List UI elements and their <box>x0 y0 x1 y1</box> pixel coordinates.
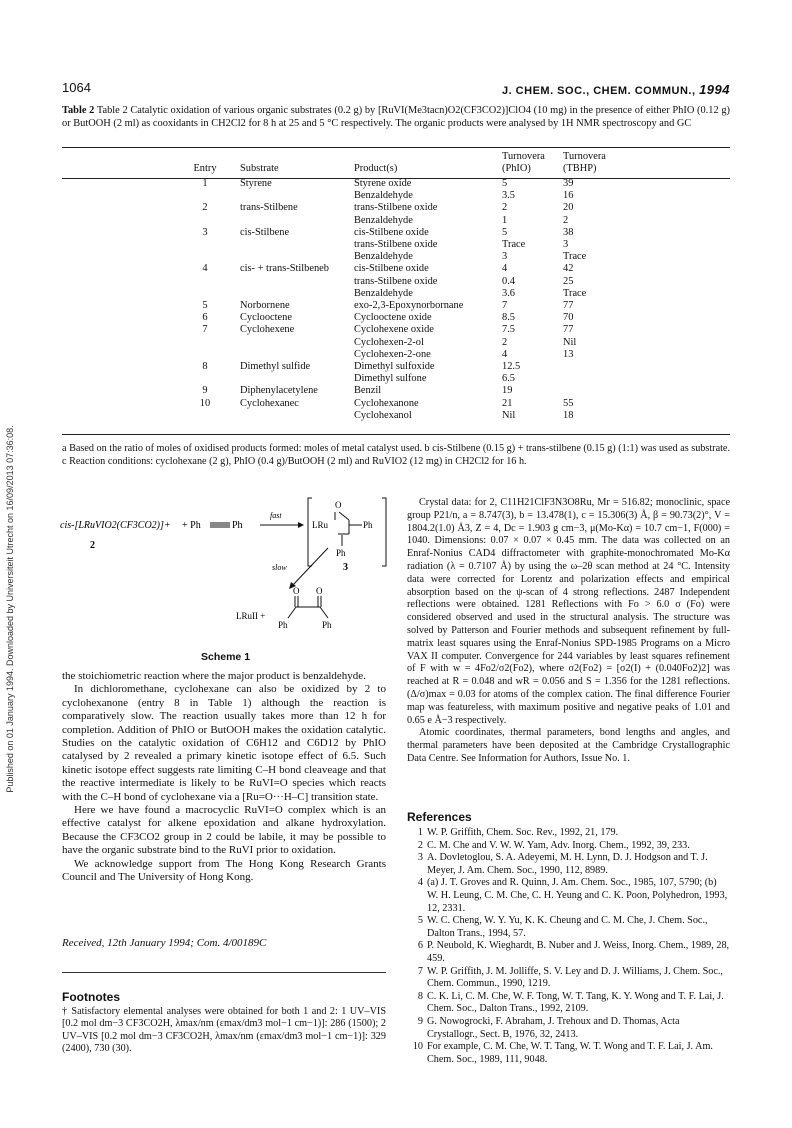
cell-turnover-phio: 21 <box>502 397 513 409</box>
cell-product: Cyclohexene oxide <box>354 324 434 336</box>
fast-arrowhead <box>298 522 304 528</box>
table-row <box>170 239 623 251</box>
table-row <box>170 227 623 239</box>
reference-item <box>407 852 730 877</box>
cell-product: cis-Stilbene oxide <box>354 226 429 238</box>
cell-product: Dimethyl sulfone <box>354 373 427 385</box>
cell-substrate <box>240 373 354 385</box>
table-header-row <box>170 151 623 178</box>
reference-number: 8 <box>417 990 423 1002</box>
cell-entry: 4 <box>202 263 208 275</box>
cell-substrate <box>240 190 354 202</box>
cell-entry: 7 <box>202 324 208 336</box>
product-o-left: O <box>293 586 300 596</box>
cell-turnover-tbhp: 16 <box>563 190 574 202</box>
cell-entry <box>170 239 240 251</box>
cell-product: Cyclohexen-2-ol <box>354 336 424 348</box>
fast-label: fast <box>270 511 282 520</box>
reference-number: 10 <box>412 1041 423 1053</box>
reference-item <box>407 1016 730 1041</box>
scheme-drawing <box>60 494 390 644</box>
intermediate-lru: LRu <box>312 520 329 530</box>
cell-product: Styrene oxide <box>354 178 412 189</box>
table-row <box>170 337 623 349</box>
cell-turnover-phio: 3 <box>502 251 508 263</box>
col-substrate: Substrate <box>240 163 279 174</box>
paragraph-continued: the stoichiometric reaction where the major product is benzaldehyde. <box>62 670 366 682</box>
cell-turnover-phio: 19 <box>502 385 513 397</box>
cell-product: Benzaldehyde <box>354 251 413 263</box>
scheme-reactant: cis-[LRuVIO2(CF3CO2)]+ <box>60 520 171 531</box>
cell-entry: 10 <box>199 397 211 409</box>
cell-product: Benzaldehyde <box>354 214 413 226</box>
cell-turnover-tbhp: Nil <box>563 336 577 348</box>
paragraph-acknowledgement: We acknowledge support from The Hong Kong Research Grants Council and The University of Hong Kong. <box>62 857 386 884</box>
cell-turnover-phio: 12.5 <box>502 361 521 373</box>
scheme-ph-right: Ph <box>232 520 243 531</box>
cell-substrate <box>240 276 354 288</box>
reference-number: 4 <box>417 877 423 889</box>
cell-turnover-tbhp: 13 <box>563 348 574 360</box>
results-table <box>170 151 623 422</box>
reference-item <box>407 991 730 1016</box>
cell-entry <box>170 349 240 361</box>
reference-number: 2 <box>417 839 423 851</box>
table-footnotes: a Based on the ratio of moles of oxidised products formed: moles of metal catalyst used. b cis-Stilbene (0.15 g) + trans-stilbene (0.15 g) (1:1) was used as substrate. c Reaction conditions: cyclohexane (2 g), PhIO (0.4 g)/ButOOH (2 ml) and RuVIO2 (12 mg) in CH2Cl2 for 16 h. <box>62 443 730 467</box>
cell-substrate: Styrene <box>240 178 272 189</box>
cell-turnover-tbhp: 39 <box>563 178 574 189</box>
cell-turnover-phio: 3.5 <box>502 190 515 202</box>
footnotes-heading: Footnotes <box>62 990 120 1004</box>
cell-turnover-tbhp: Trace <box>563 251 587 263</box>
cell-entry <box>170 251 240 263</box>
cell-entry: 6 <box>202 312 208 324</box>
table-row <box>170 349 623 361</box>
table-caption: Table 2 Table 2 Catalytic oxidation of various organic substrates (0.2 g) by [RuVI(Me3tacn)O2(CF3CO2)]ClO4 (10 mg) in the presence of either PhIO (0.12 g) or ButOOH (2 ml) as cooxidants in CH2Cl2 for 8 h at 25 and 5 °C respectively. The organic products were analysed by 1H NMR spectroscopy and GC <box>62 105 730 129</box>
cell-turnover-tbhp: 20 <box>563 202 574 214</box>
cell-entry <box>170 337 240 349</box>
cell-turnover-phio: 4 <box>502 263 508 275</box>
table-row <box>170 251 623 263</box>
cell-turnover-phio: 0.4 <box>502 275 515 287</box>
cell-substrate <box>240 251 354 263</box>
cell-product: exo-2,3-Epoxynorbornane <box>354 300 464 312</box>
cell-substrate: Diphenylacetylene <box>240 385 318 397</box>
cell-substrate: trans-Stilbene <box>240 202 298 214</box>
table-row <box>170 215 623 227</box>
table-bottom-rule <box>62 434 730 435</box>
bracket-left <box>308 498 312 566</box>
reference-number: 6 <box>417 940 423 952</box>
table-row <box>170 202 623 214</box>
reference-item <box>407 940 730 965</box>
product-ph-left: Ph <box>278 620 288 630</box>
reference-item <box>407 877 730 915</box>
cell-entry: 3 <box>202 226 208 238</box>
compound-2-label: 2 <box>90 540 95 551</box>
cell-product: cis-Stilbene oxide <box>354 263 429 275</box>
table-caption-text: Table 2 Catalytic oxidation of various organic substrates (0.2 g) by [RuVI(Me3tacn)O2(CF3CO2)]ClO4 (10 mg) in the presence of either PhIO (0.12 g) or ButOOH (2 ml) as cooxidants in CH2Cl2 for 8 h at 25 and 5 °C respectively. The organic products were analysed by 1H NMR spectroscopy and GC <box>62 105 730 129</box>
cell-substrate <box>240 410 354 422</box>
cell-turnover-phio: 8.5 <box>502 312 515 324</box>
reference-number: 9 <box>417 1015 423 1027</box>
cell-substrate: Cyclohexanec <box>240 397 299 409</box>
cell-substrate: Dimethyl sulfide <box>240 361 311 373</box>
reference-text: W. P. Griffith, J. M. Jolliffe, S. V. Ley and D. J. Williams, J. Chem. Soc., Chem. Commun., 1990, 1219. <box>427 965 723 990</box>
references-list <box>407 827 730 1066</box>
page-number: 1064 <box>62 80 91 95</box>
reference-item <box>407 915 730 940</box>
reference-text: C. M. Che and V. W. W. Yam, Adv. Inorg. Chem., 1992, 39, 233. <box>427 839 690 851</box>
cell-turnover-tbhp: 38 <box>563 226 574 238</box>
cell-entry: 8 <box>202 361 208 373</box>
cell-turnover-phio: 1 <box>502 214 508 226</box>
product-ph-right: Ph <box>322 620 332 630</box>
bracket-right <box>382 498 386 566</box>
cell-entry <box>170 288 240 300</box>
cell-turnover-tbhp: 2 <box>563 214 569 226</box>
table-row <box>170 410 623 422</box>
cell-entry: 2 <box>202 202 208 214</box>
cell-entry <box>170 190 240 202</box>
atomic-coordinates-note: Atomic coordinates, thermal parameters, bond lengths and angles, and thermal parameters have been deposited at the Cambridge Crystallographic Data Centre. See Information for Authors, Issue No. 1. <box>407 727 730 764</box>
reference-number: 7 <box>417 965 423 977</box>
table-row <box>170 385 623 397</box>
col-products: Product(s) <box>354 163 398 174</box>
cell-turnover-phio: 6.5 <box>502 373 515 385</box>
cell-product: Benzaldehyde <box>354 287 413 299</box>
table-row <box>170 361 623 373</box>
reference-number: 5 <box>417 915 423 927</box>
reaction-scheme <box>60 494 390 644</box>
col-turnover-tbhp: Turnovera (TBHP) <box>563 151 606 174</box>
slow-arrow <box>292 548 328 586</box>
cell-turnover-phio: 4 <box>502 348 508 360</box>
cell-turnover-tbhp: 55 <box>563 397 574 409</box>
crystal-data: Crystal data: for 2, C11H21ClF3N3O8Ru, Mr = 516.82; monoclinic, space group P21/n, a = 8.747(3), b = 13.478(1), c = 15.306(3) Å, β = 90.73(2)°, V = 1804.2(1.0) Å3, Z = 4, Dc = 1.903 g cm−3, μ(Mo-Kα) = 10.7 cm−1, F(000) = 1040. Dimensions: 0.07 × 0.07 × 0.45 mm. The data was collected on an Enraf-Nonius CAD4 diffractometer with graphite-monochromated Mo-Kα radiation (λ = 0.7107 Å) by using the ω–2θ scan method at 24 °C. Intensity data were corrected for Lorentz and polarization effects and empirical absorption based on the ψ-scan of 4 strong reflections. 2487 Independent reflections were obtained. 1281 Reflections with Fo > 6.0 σ (Fo) were considered observed and used in the structural analysis. The structure was solved by Patterson and Fourier methods and subsequent refinement by full-matrix least squares using the Enraf-Nonius SPD-1985 Programs on a Micro VAX II computer. Convergence for 244 variables by least squares refinement of F with w = 4Fo2/σ2(Fo2), where σ2(Fo2) = [σ2(I) + (0.040Fo2)2] was reached at R = 0.048 and wR = 0.056 and S = 1.356 for the 1281 reflections. (Δ/σ)max = 0.03 for atoms of the complex cation. The final difference Fourier map was featureless, with maximum positive and negative peaks of 1.01 and 0.65 e Å−3 respectively. <box>407 497 730 726</box>
cell-turnover-tbhp: 70 <box>563 312 574 324</box>
table-row <box>170 288 623 300</box>
footnotes-text: † Satisfactory elemental analyses were obtained for both 1 and 2: 1 UV–VIS [0.2 mol dm−3 CF3CO2H, λmax/nm (εmax/dm3 mol−1 cm−1)]: 286 (1500); 2 UV–VIS [0.2 mol dm−3 CF3CO2H, λmax/nm (εmax/dm3 mol−1 cm−1)]: 329 (2400), 730 (30). <box>62 1006 386 1055</box>
reference-text: G. Nowogrocki, F. Abraham, J. Trehoux and D. Thomas, Acta Crystallogr., Sect. B, 1976, 32, 2413. <box>427 1015 680 1040</box>
cell-turnover-phio: 7.5 <box>502 324 515 336</box>
cell-turnover-phio: 2 <box>502 336 508 348</box>
cell-product: Cyclohexanone <box>354 397 419 409</box>
journal-year: 1994 <box>699 82 730 97</box>
download-watermark <box>4 260 16 960</box>
references-heading: References <box>407 810 472 824</box>
cell-substrate <box>240 215 354 227</box>
cell-turnover-tbhp: 42 <box>563 263 574 275</box>
table-row <box>170 324 623 336</box>
reference-text: (a) J. T. Groves and R. Quinn, J. Am. Chem. Soc., 1985, 107, 5790; (b) W. H. Leung, C. M. Che, C. H. Yeung and C. K. Poon, Polyhedron, 1993, 12, 2331. <box>427 877 728 914</box>
product-o-right: O <box>316 586 323 596</box>
journal-name: J. CHEM. SOC., CHEM. COMMUN., <box>501 85 696 97</box>
product-lru: LRuII + <box>236 611 266 621</box>
table-row <box>170 263 623 275</box>
cell-substrate: Cyclooctene <box>240 312 292 324</box>
cell-substrate: cis-Stilbene <box>240 226 290 238</box>
cell-product: Benzil <box>354 385 382 397</box>
reference-text: W. C. Cheng, W. Y. Yu, K. K. Cheung and C. M. Che, J. Chem. Soc., Dalton Trans., 1994, 57. <box>427 915 708 939</box>
cell-product: trans-Stilbene oxide <box>354 275 438 287</box>
reference-item <box>407 1041 730 1066</box>
cell-turnover-tbhp: 18 <box>563 409 574 421</box>
left-column-body <box>62 670 386 885</box>
scheme-plus-ph: + Ph <box>182 520 201 531</box>
cell-product: Benzaldehyde <box>354 190 413 202</box>
cell-turnover-tbhp: 3 <box>563 239 569 251</box>
cell-turnover-phio: 7 <box>502 300 508 312</box>
footnote-divider <box>62 972 386 973</box>
cell-turnover-tbhp <box>563 361 623 373</box>
cell-substrate: cis- + trans-Stilbeneb <box>240 263 329 275</box>
table-row <box>170 276 623 288</box>
reference-text: For example, C. M. Che, W. T. Tang, W. T. Wong and T. F. Lai, J. Am. Chem. Soc., 1989, 111, 9048. <box>427 1041 713 1065</box>
cell-product: Dimethyl sulfoxide <box>354 361 435 373</box>
cell-entry: 5 <box>202 300 208 312</box>
download-watermark-text: Published on 01 January 1994. Downloaded by Universiteit Utrecht on 16/09/2013 07:36:08. <box>5 425 15 793</box>
cell-entry <box>170 276 240 288</box>
reference-item <box>407 966 730 991</box>
cell-turnover-phio: 3.6 <box>502 287 515 299</box>
received-date: Received, 12th January 1994; Com. 4/00189C <box>62 937 267 949</box>
cell-substrate <box>240 288 354 300</box>
reference-text: P. Neubold, K. Wieghardt, B. Nuber and J. Weiss, Inorg. Chem., 1989, 28, 459. <box>427 940 730 964</box>
table-row <box>170 312 623 324</box>
compound-3-label: 3 <box>343 562 348 573</box>
cell-turnover-tbhp: Trace <box>563 287 587 299</box>
cell-substrate <box>240 349 354 361</box>
intermediate-ph-right: Ph <box>363 520 373 530</box>
table-row <box>170 300 623 312</box>
intermediate-ph-bottom: Ph <box>336 548 346 558</box>
col-turnover-phio: Turnovera (PhIO) <box>502 151 545 174</box>
cell-entry <box>170 410 240 422</box>
cell-turnover-tbhp: 77 <box>563 300 574 312</box>
cell-product: Cyclohexanol <box>354 409 412 421</box>
paragraph-conclusion: Here we have found a macrocyclic RuVI=O complex which is an effective catalyst for alkene epoxidation and alkane hydroxylation. Because the CF3CO2 group in 2 could be labile, it may be possible to have the organic substrate bind to the RuVI prior to oxidation. <box>62 804 386 857</box>
table-row <box>170 373 623 385</box>
reference-text: A. Dovletoglou, S. A. Adeyemi, M. H. Lynn, D. J. Hodgson and T. J. Meyer, J. Am. Chem. Soc., 1990, 112, 8989. <box>427 852 708 876</box>
table-row <box>170 178 623 190</box>
cell-substrate: Cyclohexene <box>240 324 295 336</box>
reference-text: W. P. Griffith, Chem. Soc. Rev., 1992, 21, 179. <box>427 827 619 838</box>
reference-item <box>407 840 730 853</box>
cell-turnover-phio: 5 <box>502 226 508 238</box>
cell-product: Cyclohexen-2-one <box>354 348 431 360</box>
cell-entry: 9 <box>202 385 208 397</box>
cell-entry: 1 <box>202 178 208 189</box>
cell-product: trans-Stilbene oxide <box>354 202 438 214</box>
cell-turnover-tbhp <box>563 385 623 397</box>
cell-turnover-phio: 2 <box>502 202 508 214</box>
reference-item <box>407 827 730 840</box>
cell-substrate <box>240 337 354 349</box>
table-row <box>170 398 623 410</box>
right-column-body <box>407 497 730 766</box>
cell-turnover-phio: Nil <box>502 409 516 421</box>
col-entry: Entry <box>193 163 217 174</box>
cell-turnover-tbhp: 77 <box>563 324 574 336</box>
cell-turnover-phio: Trace <box>502 239 526 251</box>
table-top-rule <box>62 147 730 148</box>
reference-text: C. K. Li, C. M. Che, W. F. Tong, W. T. Tang, K. Y. Wong and T. F. Lai, J. Chem. Soc., Dalton Trans., 1992, 2109. <box>427 990 724 1015</box>
cell-entry <box>170 373 240 385</box>
cell-substrate: Norbornene <box>240 300 290 312</box>
cell-product: trans-Stilbene oxide <box>354 239 438 251</box>
intermediate-o: O <box>335 500 342 510</box>
scheme-caption: Scheme 1 <box>201 651 251 663</box>
cell-turnover-tbhp: 25 <box>563 275 574 287</box>
cell-product: Cyclooctene oxide <box>354 312 432 324</box>
journal-header <box>502 82 730 97</box>
cell-substrate <box>240 239 354 251</box>
paragraph-cyclohexane: In dichloromethane, cyclohexane can also be oxidized by 2 to cyclohexanone (entry 8 in Table 1) although the reaction is comparatively slow. The reaction usually takes more than 12 h for completion. Addition of PhIO or ButOOH makes the oxidation catalytic. Studies on the catalytic oxidation of C6H12 and C6D12 by PhIO catalysed by 2 revealed a primary kinetic isotope effect of 6.5. Such kinetic isotope effect suggests rate limiting C–H bond cleaveage and that the reactive intermediate is likely to be RuVI=O species which reacts with the C–H bond of cyclohexane via a [Ru=O···H–C] transition state. <box>62 683 386 803</box>
cell-turnover-tbhp <box>563 373 623 385</box>
table-row <box>170 190 623 202</box>
cell-entry <box>170 215 240 227</box>
cell-turnover-phio: 5 <box>502 178 508 189</box>
reference-number: 3 <box>417 852 423 864</box>
reference-number: 1 <box>417 827 423 838</box>
slow-label: slow <box>272 563 287 572</box>
